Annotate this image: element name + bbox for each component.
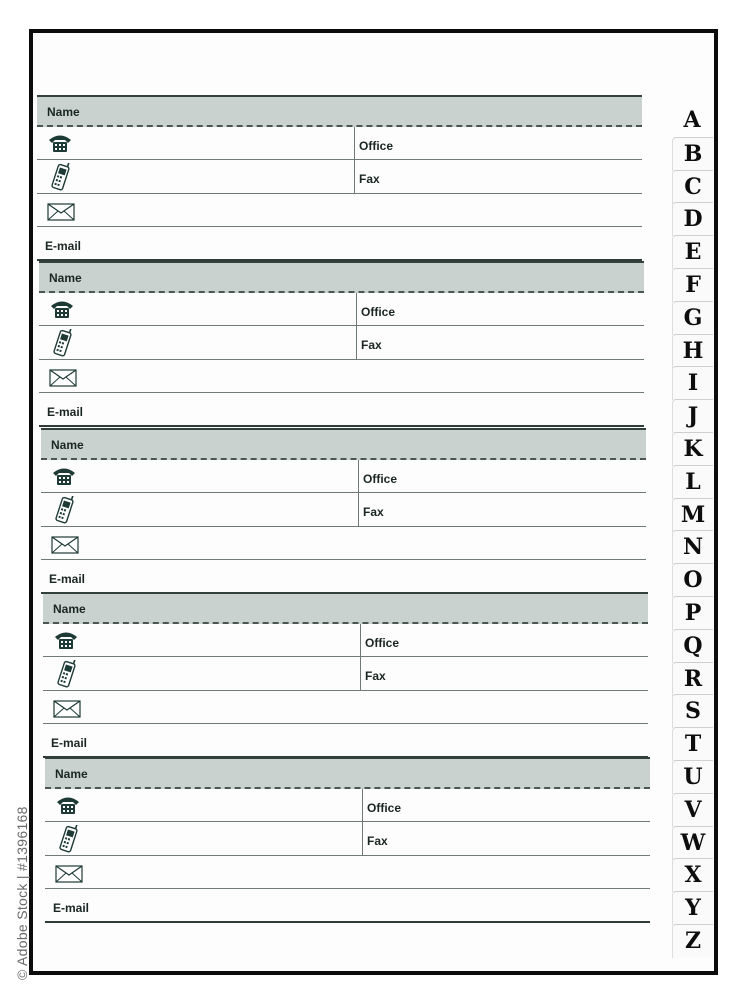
- telephone-icon: [55, 793, 81, 817]
- mobile-line[interactable]: [37, 193, 642, 194]
- column-divider: [354, 127, 355, 193]
- address-line[interactable]: [37, 226, 642, 227]
- name-label: Name: [47, 105, 80, 119]
- address-line[interactable]: [43, 723, 648, 724]
- tab-z[interactable]: Z: [672, 924, 713, 958]
- envelope-icon: [53, 700, 81, 718]
- tab-r[interactable]: R: [672, 662, 713, 696]
- name-label: Name: [53, 602, 86, 616]
- envelope-icon: [47, 203, 75, 221]
- mobile-line[interactable]: [43, 690, 648, 691]
- name-field-bar[interactable]: [37, 95, 642, 127]
- email-label: E-mail: [51, 736, 88, 750]
- tab-t[interactable]: T: [672, 727, 713, 761]
- column-divider: [362, 789, 363, 855]
- fax-label: Fax: [365, 669, 386, 683]
- office-label: Office: [367, 801, 402, 815]
- tab-f[interactable]: F: [672, 268, 713, 302]
- tab-w[interactable]: W: [672, 826, 713, 860]
- watermark-text: © Adobe Stock | #1396168: [14, 806, 30, 980]
- name-field-bar[interactable]: [39, 261, 644, 293]
- mobile-phone-icon: [53, 660, 79, 688]
- name-field-bar[interactable]: [45, 757, 650, 789]
- tab-i[interactable]: I: [672, 366, 713, 400]
- address-entry: [37, 95, 642, 261]
- tab-l[interactable]: L: [672, 465, 713, 499]
- tab-d[interactable]: D: [672, 202, 713, 236]
- tab-s[interactable]: S: [672, 694, 713, 728]
- email-line[interactable]: [39, 425, 644, 427]
- tab-v[interactable]: V: [672, 793, 713, 827]
- tab-u[interactable]: U: [672, 760, 713, 794]
- envelope-icon: [51, 536, 79, 554]
- mobile-phone-icon: [47, 163, 73, 191]
- office-label: Office: [361, 305, 396, 319]
- telephone-icon: [49, 297, 75, 321]
- name-label: Name: [49, 271, 82, 285]
- address-line[interactable]: [45, 888, 650, 889]
- telephone-icon: [47, 131, 73, 155]
- tab-k[interactable]: K: [672, 432, 713, 466]
- phone-line[interactable]: [43, 656, 648, 657]
- mobile-line[interactable]: [41, 526, 646, 527]
- mobile-phone-icon: [55, 825, 81, 853]
- address-entry: [41, 428, 646, 594]
- tab-a[interactable]: A: [683, 107, 701, 133]
- tab-y[interactable]: Y: [672, 891, 713, 925]
- tab-j[interactable]: J: [672, 399, 713, 433]
- name-label: Name: [55, 767, 88, 781]
- column-divider: [360, 624, 361, 690]
- email-line[interactable]: [45, 921, 650, 923]
- name-field-bar[interactable]: [41, 428, 646, 460]
- tab-p[interactable]: P: [672, 596, 713, 630]
- telephone-icon: [53, 628, 79, 652]
- column-divider: [358, 460, 359, 526]
- tab-x[interactable]: X: [672, 858, 713, 892]
- address-entry: [39, 261, 644, 427]
- address-line[interactable]: [39, 392, 644, 393]
- office-label: Office: [365, 636, 400, 650]
- tab-e[interactable]: E: [672, 235, 713, 269]
- address-entry: [43, 592, 648, 758]
- phone-line[interactable]: [41, 492, 646, 493]
- tab-o[interactable]: O: [672, 563, 713, 597]
- tab-b[interactable]: B: [672, 137, 713, 171]
- tab-g[interactable]: G: [672, 301, 713, 335]
- address-line[interactable]: [41, 559, 646, 560]
- tab-n[interactable]: N: [672, 530, 713, 564]
- mobile-line[interactable]: [45, 855, 650, 856]
- mobile-phone-icon: [51, 496, 77, 524]
- phone-line[interactable]: [45, 821, 650, 822]
- telephone-icon: [51, 464, 77, 488]
- watermark: [14, 784, 34, 984]
- tab-m[interactable]: M: [672, 498, 713, 532]
- mobile-line[interactable]: [39, 359, 644, 360]
- fax-label: Fax: [363, 505, 384, 519]
- column-divider: [356, 293, 357, 359]
- fax-label: Fax: [361, 338, 382, 352]
- tab-q[interactable]: Q: [672, 629, 713, 663]
- fax-label: Fax: [367, 834, 388, 848]
- tab-c[interactable]: C: [672, 170, 713, 204]
- tab-h[interactable]: H: [672, 334, 713, 368]
- email-label: E-mail: [53, 901, 90, 915]
- address-book-page: [29, 29, 718, 975]
- name-label: Name: [51, 438, 84, 452]
- fax-label: Fax: [359, 172, 380, 186]
- email-label: E-mail: [45, 239, 82, 253]
- email-label: E-mail: [47, 405, 84, 419]
- mobile-phone-icon: [49, 329, 75, 357]
- office-label: Office: [363, 472, 398, 486]
- email-label: E-mail: [49, 572, 86, 586]
- phone-line[interactable]: [37, 159, 642, 160]
- office-label: Office: [359, 139, 394, 153]
- envelope-icon: [49, 369, 77, 387]
- address-entry: [45, 757, 650, 923]
- name-field-bar[interactable]: [43, 592, 648, 624]
- phone-line[interactable]: [39, 325, 644, 326]
- envelope-icon: [55, 865, 83, 883]
